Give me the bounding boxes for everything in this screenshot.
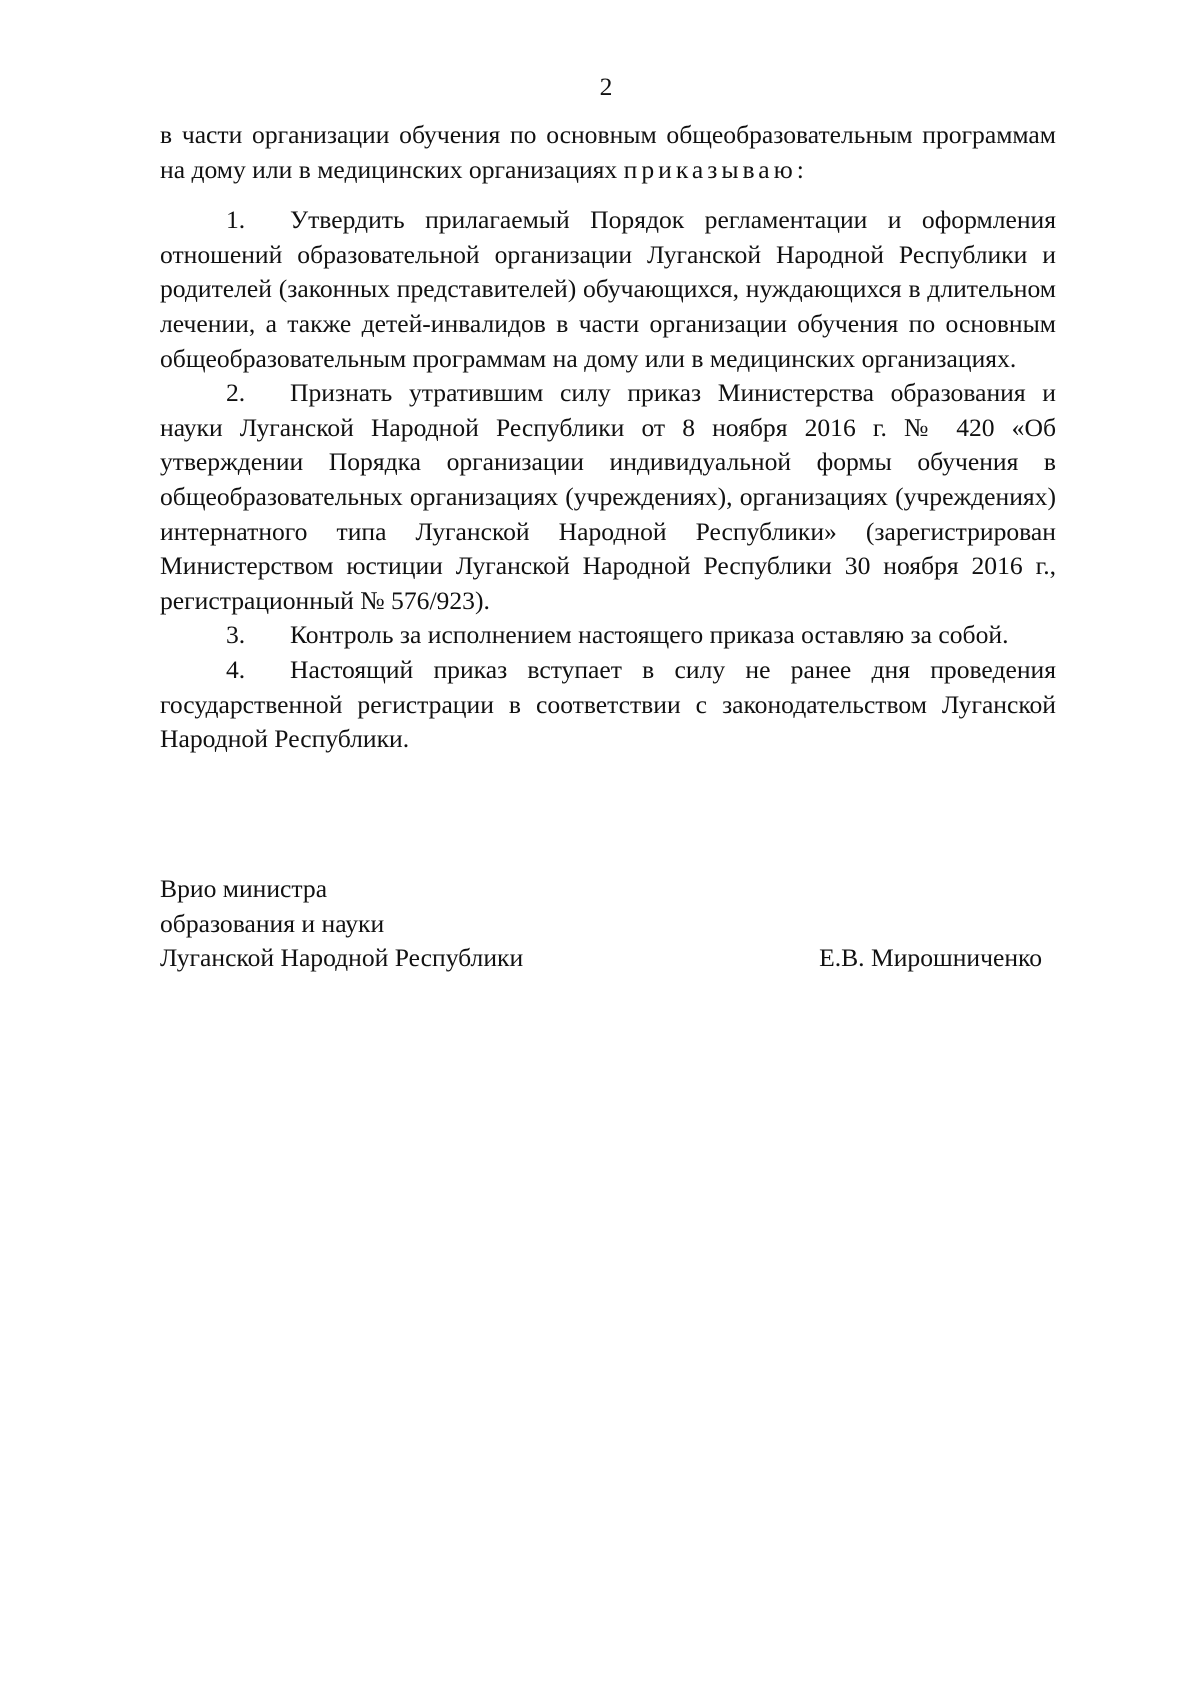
item-2-number: 2. [226,378,246,408]
order-keyword: приказываю [623,154,797,184]
intro-tail: : [796,154,804,184]
item-4 [160,653,1056,757]
item-4-number: 4. [226,654,246,684]
intro-paragraph [160,118,1056,187]
item-2 [160,376,1056,618]
document-body [160,118,1056,757]
signature-position-line-3: Луганской Народной Республики [160,943,524,973]
item-1-number: 1. [226,205,246,235]
item-1-text: Утвердить прилагаемый Порядок регламентации и оформления отношений образовательной организации Луганской Народной Республики и родителей (законных представителей) обучающихся, нуждающихся в длительном лечении, а также детей-инвалидов в части организации обучения по основным общеобразовательным программам на дому или в медицинских организациях. [160,205,1056,373]
item-2-text: Признать утратившим силу приказ Министерства образования и науки Луганской Народной Республики от 8 ноября 2016 г. № 420 «Об утверждении Порядка организации индивидуальной формы обучения в общеобразовательных организациях (учреждениях), организациях (учреждениях) интернатного типа Луганской Народной Республики» (зарегистрирован Министерством юстиции Луганской Народной Республики 30 ноября 2016 г., регистрационный № 576/923). [160,378,1056,615]
item-3-number: 3. [226,620,246,650]
signature-position-line-2: образования и науки [160,908,385,938]
signature-block [160,872,1042,976]
item-3-text: Контроль за исполнением настоящего приказа оставляю за собой. [290,620,1009,650]
signatory-name: Е.В. Мирошниченко [819,943,1042,973]
signature-row [160,941,1042,976]
item-3 [160,618,1056,653]
intro-text: в части организации обучения по основным общеобразовательным программам на дому или в медицинских организациях [160,120,1056,184]
signature-position-line-1: Врио министра [160,874,328,903]
page-number: 2 [599,72,613,101]
item-4-text: Настоящий приказ вступает в силу не ранее дня проведения государственной регистрации в соответствии с законодательством Луганской Народной Республики. [160,654,1056,754]
item-1 [160,203,1056,376]
